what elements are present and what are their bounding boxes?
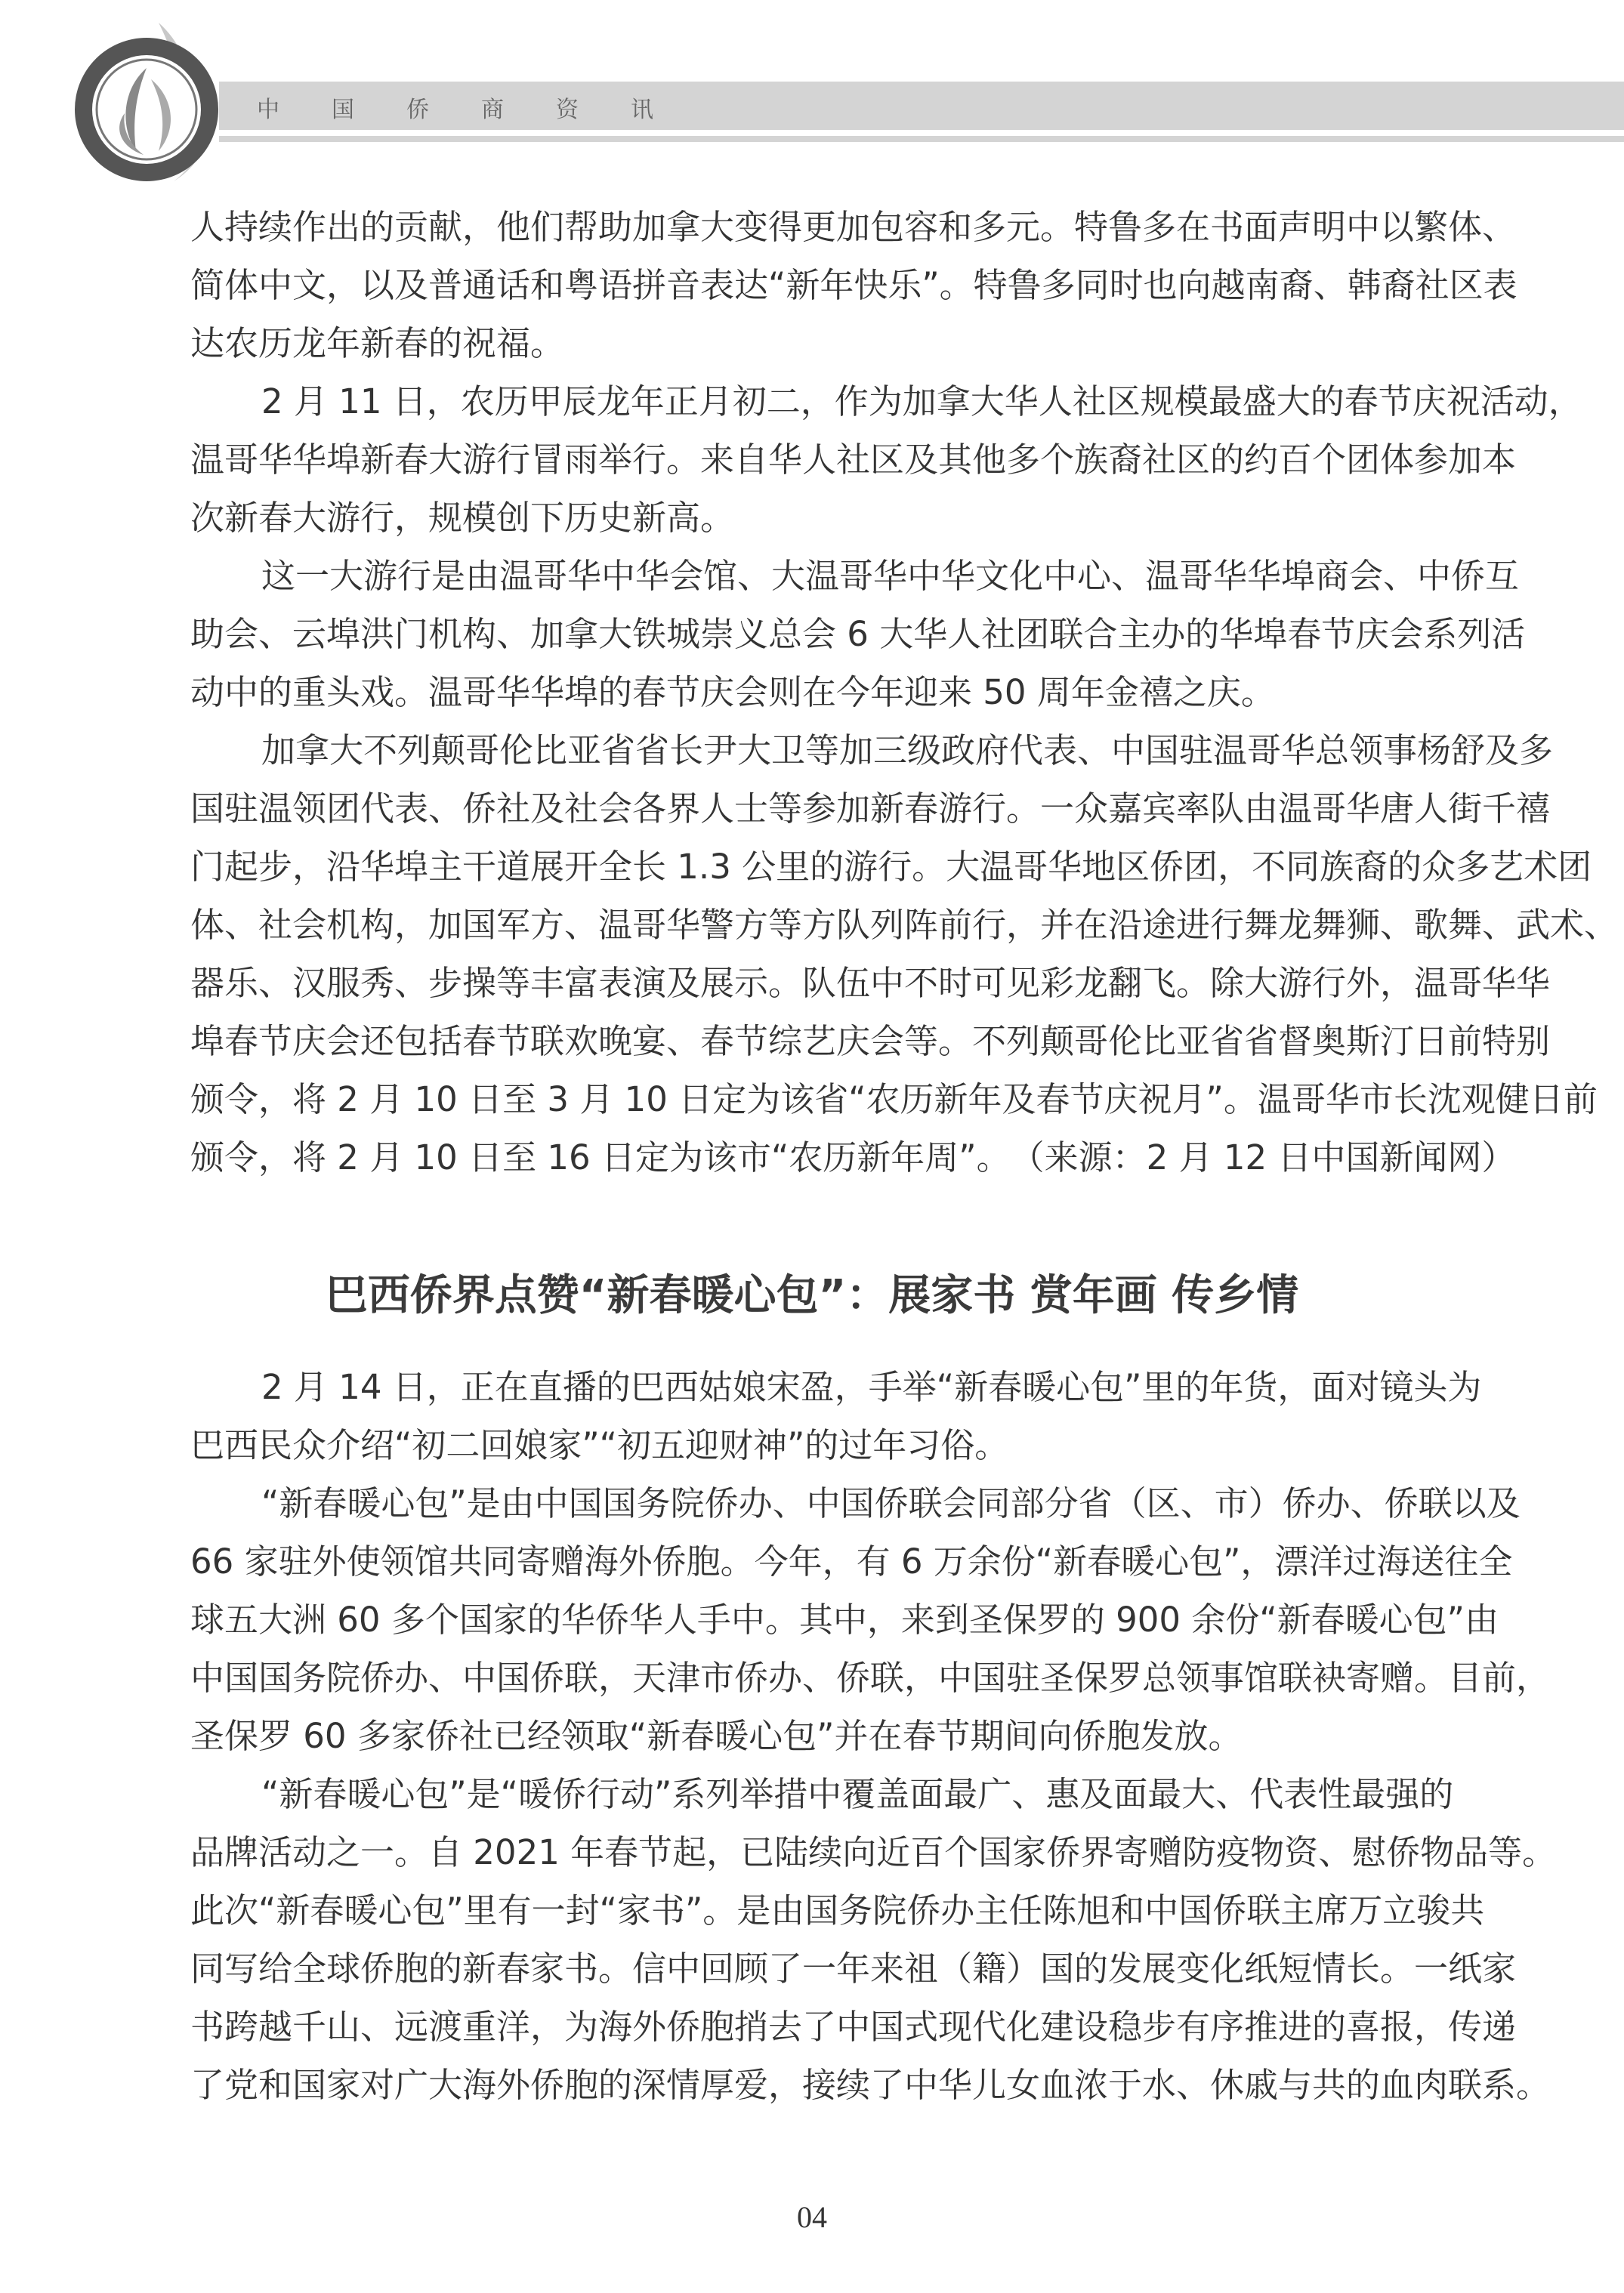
- paragraph-line: 中国国务院侨办、中国侨联，天津市侨办、侨联，中国驻圣保罗总领事馆联袂寄赠。目前，: [190, 1658, 1551, 1698]
- paragraph-line: 埠春节庆会还包括春节联欢晚宴、春节综艺庆会等。不列颠哥伦比亚省省督奥斯汀日前特别: [190, 1021, 1551, 1061]
- paragraph-line-text: 颁令，将 2 月 10 日至 16 日定为该市“农历新年周”。: [190, 1137, 1011, 1177]
- article-2-title: 巴西侨界点赞“新春暖心包”：展家书 赏年画 传乡情: [325, 1271, 1299, 1320]
- source-attribution: （来源：2 月 12 日中国新闻网）: [1010, 1137, 1516, 1177]
- paragraph-line: 品牌活动之一。自 2021 年春节起，已陆续向近百个国家侨界寄赠防疫物资、慰侨物品等。: [190, 1832, 1557, 1872]
- article-1-body: [190, 198, 1619, 1187]
- article-2-body: [190, 1358, 1557, 2114]
- paragraph-line: 此次“新春暖心包”里有一封“家书”。是由国务院侨办主任陈旭和中国侨联主席万立骏共: [190, 1890, 1485, 1930]
- paragraph-line: 2 月 14 日，正在直播的巴西姑娘宋盈，手举“新春暖心包”里的年货，面对镜头为: [261, 1367, 1482, 1407]
- paragraph-line: 简体中文，以及普通话和粤语拼音表达“新年快乐”。特鲁多同时也向越南裔、韩裔社区表: [190, 265, 1517, 305]
- magazine-title-char: 讯: [631, 97, 653, 123]
- paragraph-line: 书跨越千山、远渡重洋，为海外侨胞捎去了中国式现代化建设稳步有序推进的喜报，传递: [190, 2007, 1517, 2047]
- paragraph-line: 这一大游行是由温哥华中华会馆、大温哥华中华文化中心、温哥华华埠商会、中侨互: [261, 556, 1520, 596]
- magazine-title-char: 国: [332, 97, 354, 123]
- paragraph-line: 国驻温领团代表、侨社及社会各界人士等参加新春游行。一众嘉宾率队由温哥华唐人街千禧: [190, 789, 1551, 829]
- paragraph-line: 加拿大不列颠哥伦比亚省省长尹大卫等加三级政府代表、中国驻温哥华总领事杨舒及多: [261, 730, 1554, 770]
- paragraph-line: 器乐、汉服秀、步操等丰富表演及展示。队伍中不时可见彩龙翻飞。除大游行外，温哥华华: [190, 963, 1551, 1003]
- paragraph-line: “新春暖心包”是由中国国务院侨办、中国侨联会同部分省（区、市）侨办、侨联以及: [261, 1483, 1521, 1523]
- magazine-title-char: 侨: [406, 97, 429, 123]
- magazine-title-char: 商: [481, 97, 504, 123]
- paragraph-line: 温哥华华埠新春大游行冒雨举行。来自华人社区及其他多个族裔社区的约百个团体参加本: [190, 440, 1517, 480]
- magazine-title: [257, 94, 705, 127]
- paragraph-line: 巴西民众介绍“初二回娘家”“初五迎财神”的过年习俗。: [190, 1425, 1009, 1465]
- paragraph-line: 2 月 11 日，农历甲辰龙年正月初二，作为加拿大华人社区规模最盛大的春节庆祝活动，: [261, 381, 1582, 421]
- paragraph-line: 助会、云埠洪门机构、加拿大铁城崇义总会 6 大华人社团联合主办的华埠春节庆会系列活: [190, 614, 1526, 654]
- paragraph-line: 了党和国家对广大海外侨胞的深情厚爱，接续了中华儿女血浓于水、休戚与共的血肉联系。: [190, 2065, 1551, 2105]
- magazine-title-char: 中: [257, 97, 279, 123]
- header-stripe: [219, 136, 1624, 142]
- paragraph-line: 66 家驻外使领馆共同寄赠海外侨胞。今年，有 6 万余份“新春暖心包”，漂洋过海送往全: [190, 1542, 1513, 1582]
- paragraph-line: 体、社会机构，加国军方、温哥华警方等方队列阵前行，并在沿途进行舞龙舞狮、歌舞、武术、: [190, 905, 1619, 945]
- paragraph-line: 同写给全球侨胞的新春家书。信中回顾了一年来祖（籍）国的发展变化纸短情长。一纸家: [190, 1949, 1517, 1989]
- paragraph-line: 达农历龙年新春的祝福。: [190, 323, 565, 363]
- paragraph-line: 球五大洲 60 多个国家的华侨华人手中。其中，来到圣保罗的 900 余份“新春暖心包”由: [190, 1600, 1499, 1640]
- paragraph-line: “新春暖心包”是“暖侨行动”系列举措中覆盖面最广、惠及面最大、代表性最强的: [261, 1774, 1454, 1814]
- logo-emblem-icon: [60, 8, 242, 196]
- paragraph-line: 颁令，将 2 月 10 日至 3 月 10 日定为该省“农历新年及春节庆祝月”。温哥华市长沈观健日前: [190, 1079, 1598, 1119]
- magazine-title-char: 资: [556, 97, 579, 123]
- paragraph-line: 门起步，沿华埠主干道展开全长 1.3 公里的游行。大温哥华地区侨团，不同族裔的众多艺术团: [190, 847, 1592, 887]
- paragraph-line: 人持续作出的贡献，他们帮助加拿大变得更加包容和多元。特鲁多在书面声明中以繁体、: [190, 207, 1517, 247]
- page-number: 04: [797, 2200, 827, 2234]
- paragraph-line: 动中的重头戏。温哥华华埠的春节庆会则在今年迎来 50 周年金禧之庆。: [190, 672, 1275, 712]
- paragraph-line: 次新春大游行，规模创下历史新高。: [190, 498, 735, 538]
- paragraph-line: [190, 1128, 1516, 1187]
- paragraph-line: 圣保罗 60 多家侨社已经领取“新春暖心包”并在春节期间向侨胞发放。: [190, 1716, 1243, 1756]
